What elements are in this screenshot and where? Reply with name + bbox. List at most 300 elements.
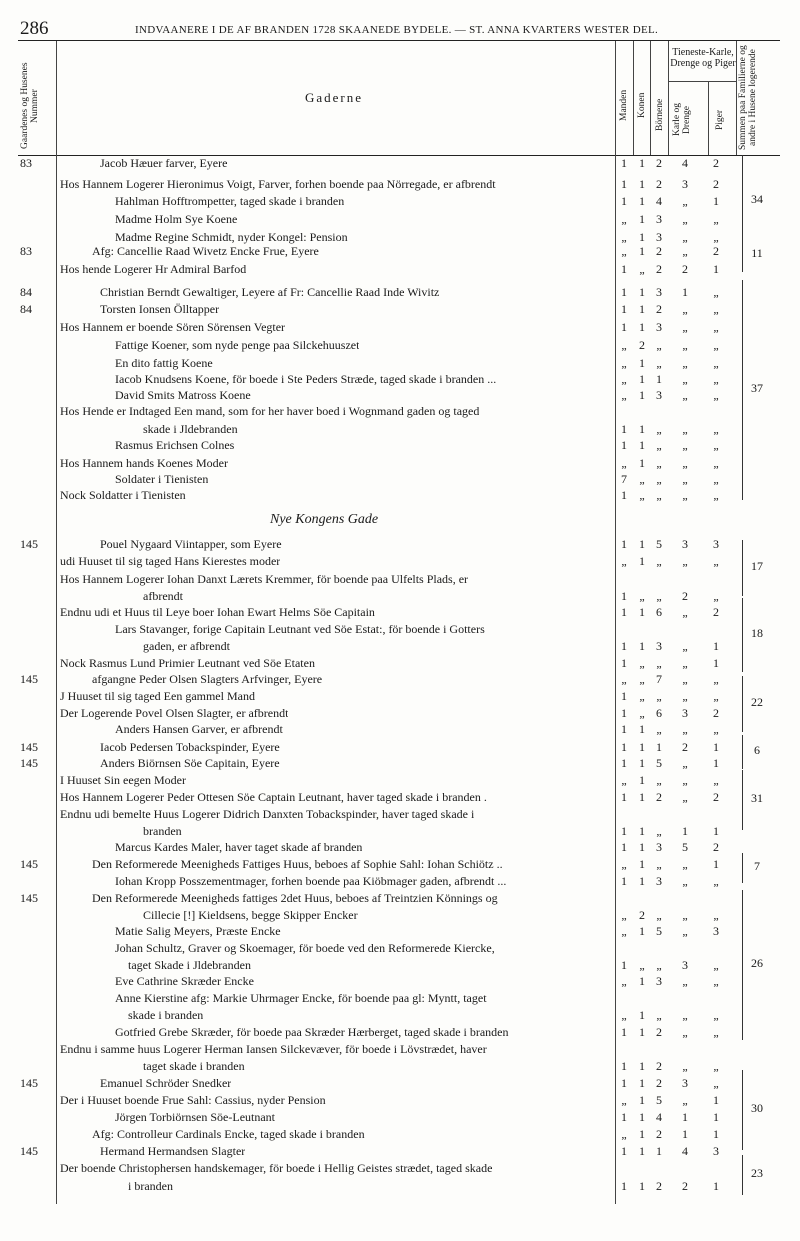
children-count: „	[656, 456, 662, 470]
house-number: 145	[20, 756, 38, 770]
column-rule	[56, 154, 57, 1204]
boys-count: „	[682, 689, 688, 703]
children-count: „	[656, 857, 662, 871]
men-count: 1	[621, 1025, 627, 1039]
house-number: 145	[20, 857, 38, 871]
resident-entry: branden	[143, 824, 182, 838]
boys-count: „	[682, 356, 688, 370]
girls-count: „	[713, 958, 719, 972]
men-count: „	[621, 672, 627, 686]
girls-count: „	[713, 908, 719, 922]
wives-count: 1	[639, 605, 645, 619]
children-count: 5	[656, 924, 662, 938]
girls-count: „	[713, 722, 719, 736]
wives-count: 1	[639, 1144, 645, 1158]
boys-count: „	[682, 656, 688, 670]
group-total: 30	[751, 1101, 763, 1115]
resident-entry: Emanuel Schröder Snedker	[100, 1076, 232, 1090]
children-count: „	[656, 908, 662, 922]
wives-count: 1	[639, 773, 645, 787]
table-row	[0, 1142, 800, 1160]
men-count: 1	[621, 537, 627, 551]
table-row	[0, 283, 800, 301]
group-bracket	[738, 1070, 743, 1150]
group-bracket	[738, 598, 743, 672]
boys-count: „	[682, 554, 688, 568]
children-count: 1	[656, 1144, 662, 1158]
wives-count: 1	[639, 974, 645, 988]
boys-count: „	[682, 422, 688, 436]
table-row	[0, 788, 800, 806]
resident-entry: Endnu udi et Huus til Leye boer Iohan Ewart Helms Söe Capitain	[60, 605, 375, 619]
table-row	[0, 1125, 800, 1143]
wives-count: 1	[639, 639, 645, 653]
table-row	[0, 192, 800, 210]
children-count: 2	[656, 790, 662, 804]
wives-count: 1	[639, 1059, 645, 1073]
boys-count: „	[682, 605, 688, 619]
girls-count: 1	[713, 194, 719, 208]
men-count: „	[621, 244, 627, 258]
boys-count: „	[682, 244, 688, 258]
men-count: „	[621, 212, 627, 226]
resident-entry: Iohan Kropp Posszementmager, forhen boende paa Kiöbmager gaden, afbrendt ...	[115, 874, 507, 888]
wives-count: 1	[639, 177, 645, 191]
men-count: 1	[621, 1144, 627, 1158]
resident-entry: Marcus Kardes Maler, haver taget skade af branden	[115, 840, 363, 854]
resident-entry: Hos Hannem Logerer Iohan Danxt Lærets Kremmer, för boende paa Ulfelts Plads, er	[60, 572, 469, 586]
house-number: 83	[20, 156, 32, 170]
col-wives-header: Konen	[637, 92, 647, 118]
resident-entry: Der boende Christophersen handskemager, för boede i Hellig Geistes strædet, taged skade	[60, 1161, 493, 1175]
resident-entry: i branden	[128, 1179, 173, 1193]
children-count: 2	[656, 244, 662, 258]
boys-count: 1	[682, 1110, 688, 1124]
group-total: 18	[751, 626, 763, 640]
table-row	[0, 687, 800, 705]
running-head: INDVAANERE I DE AF BRANDEN 1728 SKAANEDE BYDELE. — ST. ANNA KVARTERS WESTER DEL.	[135, 24, 659, 36]
table-row	[0, 620, 800, 638]
wives-count: 1	[639, 320, 645, 334]
boys-count: 2	[682, 740, 688, 754]
table-row	[0, 260, 800, 278]
children-count: 6	[656, 706, 662, 720]
resident-entry: Eve Cathrine Skræder Encke	[115, 974, 254, 988]
group-bracket	[738, 238, 743, 272]
resident-entry: Lars Stavanger, forige Capitain Leutnant ved Söe Estat:, för boende i Gotters	[115, 622, 485, 636]
men-count: 1	[621, 840, 627, 854]
boys-count: „	[682, 773, 688, 787]
wives-count: 2	[639, 908, 645, 922]
girls-count: 2	[713, 244, 719, 258]
table-row	[0, 872, 800, 890]
group-bracket	[738, 735, 743, 769]
girls-count: 1	[713, 1127, 719, 1141]
girls-count: 1	[713, 756, 719, 770]
girls-count: 2	[713, 840, 719, 854]
group-bracket	[738, 770, 743, 830]
table-row	[0, 989, 800, 1007]
resident-entry: Torsten Ionsen Ölltapper	[100, 302, 220, 316]
wives-count: „	[639, 689, 645, 703]
col-children-header: Börnene	[655, 98, 665, 132]
resident-entry: Rasmus Erichsen Colnes	[115, 438, 235, 452]
resident-entry: Anne Kierstine afg: Markie Uhrmager Encke, för boende paa gl: Myntt, taget	[115, 991, 487, 1005]
resident-entry: Der i Huuset boende Frue Sahl: Cassius, nyder Pension	[60, 1093, 326, 1107]
children-count: „	[656, 958, 662, 972]
group-bracket	[738, 155, 743, 247]
children-count: 6	[656, 605, 662, 619]
children-count: 5	[656, 1093, 662, 1107]
girls-count: 3	[713, 1144, 719, 1158]
children-count: 3	[656, 639, 662, 653]
girls-count: 2	[713, 156, 719, 170]
men-count: 1	[621, 156, 627, 170]
table-row	[0, 670, 800, 688]
resident-entry: Hahlman Hofftrompetter, taged skade i branden	[115, 194, 345, 208]
table-row	[0, 805, 800, 823]
boys-count: „	[682, 908, 688, 922]
boys-count: 3	[682, 177, 688, 191]
boys-count: „	[682, 230, 688, 244]
girls-count: „	[713, 212, 719, 226]
wives-count: 1	[639, 1008, 645, 1022]
resident-entry: Soldater i Tienisten	[115, 472, 209, 486]
resident-entry: Johan Schultz, Graver og Skoemager, för boede ved den Reformerede Kiercke,	[115, 941, 495, 955]
girls-count: „	[713, 589, 719, 603]
men-count: 1	[621, 874, 627, 888]
girls-count: 2	[713, 605, 719, 619]
girls-count: „	[713, 689, 719, 703]
men-count: 1	[621, 740, 627, 754]
boys-count: „	[682, 1093, 688, 1107]
table-row	[0, 486, 800, 504]
resident-entry: Iacob Knudsens Koene, för boede i Ste Peders Stræde, taged skade i branden ...	[115, 372, 497, 386]
boys-count: 1	[682, 824, 688, 838]
children-count: 2	[656, 1059, 662, 1073]
men-count: 1	[621, 605, 627, 619]
wives-count: „	[639, 958, 645, 972]
boys-count: „	[682, 756, 688, 770]
girls-count: „	[713, 1059, 719, 1073]
children-count: 5	[656, 537, 662, 551]
men-count: „	[621, 1008, 627, 1022]
wives-count: 2	[639, 338, 645, 352]
wives-count: „	[639, 656, 645, 670]
children-count: „	[656, 356, 662, 370]
girls-count: „	[713, 356, 719, 370]
children-count: „	[656, 773, 662, 787]
children-count: 3	[656, 974, 662, 988]
table-row	[0, 922, 800, 940]
boys-count: „	[682, 874, 688, 888]
table-row	[0, 1091, 800, 1109]
girls-count: 3	[713, 537, 719, 551]
wives-count: „	[639, 706, 645, 720]
boys-count: „	[682, 722, 688, 736]
children-count: „	[656, 656, 662, 670]
men-count: „	[621, 1127, 627, 1141]
wives-count: 1	[639, 790, 645, 804]
boys-count: 2	[682, 262, 688, 276]
boys-count: 3	[682, 537, 688, 551]
men-count: „	[621, 773, 627, 787]
table-row	[0, 436, 800, 454]
wives-count: „	[639, 488, 645, 502]
wives-count: 1	[639, 554, 645, 568]
men-count: 1	[621, 422, 627, 436]
children-count: 3	[656, 320, 662, 334]
resident-entry: Hos Hannem hands Koenes Moder	[60, 456, 228, 470]
table-row	[0, 939, 800, 957]
children-count: „	[656, 589, 662, 603]
children-count: „	[656, 554, 662, 568]
girls-count: 2	[713, 177, 719, 191]
children-count: 3	[656, 212, 662, 226]
men-count: „	[621, 338, 627, 352]
men-count: 1	[621, 639, 627, 653]
girls-count: 1	[713, 857, 719, 871]
wives-count: „	[639, 262, 645, 276]
girls-count: „	[713, 302, 719, 316]
table-row	[0, 771, 800, 789]
resident-entry: En dito fattig Koene	[115, 356, 213, 370]
wives-count: 1	[639, 824, 645, 838]
wives-count: 1	[639, 924, 645, 938]
men-count: 1	[621, 320, 627, 334]
children-count: 5	[656, 756, 662, 770]
girls-count: 2	[713, 706, 719, 720]
men-count: 1	[621, 262, 627, 276]
children-count: 2	[656, 1076, 662, 1090]
table-row	[0, 535, 800, 553]
boys-count: 2	[682, 1179, 688, 1193]
children-count: 1	[656, 740, 662, 754]
men-count: 1	[621, 488, 627, 502]
table-row	[0, 210, 800, 228]
girls-count: „	[713, 773, 719, 787]
table-row	[0, 154, 800, 172]
resident-entry: Hos Hende er Indtaged Een mand, som for her haver boed i Wognmand gaden og taged	[60, 404, 480, 418]
resident-entry: Hos Hannem Logerer Peder Ottesen Söe Captain Leutnant, haver taged skade i branden .	[60, 790, 487, 804]
boys-count: „	[682, 212, 688, 226]
wives-count: 1	[639, 212, 645, 226]
group-total: 6	[754, 743, 760, 757]
col-girls-header: Piger	[715, 109, 725, 131]
boys-count: „	[682, 639, 688, 653]
children-count: 2	[656, 177, 662, 191]
boys-count: „	[682, 1008, 688, 1022]
men-count: 1	[621, 302, 627, 316]
resident-entry: afbrendt	[143, 589, 183, 603]
resident-entry: udi Huuset til sig taged Hans Kierestes moder	[60, 554, 281, 568]
boys-count: 4	[682, 156, 688, 170]
wives-count: 1	[639, 194, 645, 208]
resident-entry: Der Logerende Povel Olsen Slagter, er afbrendt	[60, 706, 289, 720]
men-count: „	[621, 908, 627, 922]
boys-count: „	[682, 974, 688, 988]
table-row	[0, 1074, 800, 1092]
men-count: „	[621, 356, 627, 370]
children-count: „	[656, 824, 662, 838]
men-count: 1	[621, 656, 627, 670]
resident-entry: J Huuset til sig taged Een gammel Mand	[60, 689, 255, 703]
children-count: 4	[656, 194, 662, 208]
girls-count: „	[713, 488, 719, 502]
girls-count: „	[713, 438, 719, 452]
table-row	[0, 838, 800, 856]
col-servants-header: Tieneste-Karle, Drenge og Piger	[670, 47, 736, 69]
table-row	[0, 1057, 800, 1075]
resident-entry: Gotfried Grebe Skræder, för boede paa Skræder Hærberget, taged skade i branden	[115, 1025, 509, 1039]
children-count: 2	[656, 302, 662, 316]
men-count: 1	[621, 689, 627, 703]
boys-count: „	[682, 438, 688, 452]
wives-count: 1	[639, 356, 645, 370]
group-total: 11	[751, 246, 763, 260]
men-count: 1	[621, 722, 627, 736]
resident-entry: gaden, er afbrendt	[143, 639, 230, 653]
house-number: 145	[20, 891, 38, 905]
boys-count: „	[682, 1025, 688, 1039]
column-rule	[615, 154, 616, 1204]
resident-entry: David Smits Matross Koene	[115, 388, 251, 402]
girls-count: 1	[713, 656, 719, 670]
children-count: „	[656, 488, 662, 502]
boys-count: 1	[682, 285, 688, 299]
men-count: „	[621, 554, 627, 568]
wives-count: 1	[639, 756, 645, 770]
men-count: „	[621, 230, 627, 244]
men-count: 1	[621, 589, 627, 603]
wives-count: 1	[639, 302, 645, 316]
girls-count: 1	[713, 1093, 719, 1107]
group-bracket	[738, 890, 743, 1040]
resident-entry: Den Reformerede Meenigheds Fattiges Huus, beboes af Sophie Sahl: Iohan Schiötz ..	[92, 857, 503, 871]
resident-entry: Matie Salig Meyers, Præste Encke	[115, 924, 281, 938]
house-number: 145	[20, 672, 38, 686]
resident-entry: Christian Berndt Gewaltiger, Leyere af Fr: Cancellie Raad Inde Wivitz	[100, 285, 440, 299]
house-number: 84	[20, 285, 32, 299]
men-count: 1	[621, 706, 627, 720]
table-row	[0, 552, 800, 570]
girls-count: „	[713, 974, 719, 988]
boys-count: „	[682, 672, 688, 686]
men-count: 1	[621, 285, 627, 299]
resident-entry: Nock Rasmus Lund Primier Leutnant ved Söe Etaten	[60, 656, 315, 670]
girls-count: „	[713, 554, 719, 568]
resident-entry: Cillecie [!] Kieldsens, begge Skipper Encker	[143, 908, 358, 922]
wives-count: 1	[639, 722, 645, 736]
group-total: 37	[751, 381, 763, 395]
boys-count: 2	[682, 589, 688, 603]
wives-count: 1	[639, 230, 645, 244]
wives-count: 1	[639, 285, 645, 299]
boys-count: „	[682, 1059, 688, 1073]
children-count: 2	[656, 1025, 662, 1039]
children-count: „	[656, 1008, 662, 1022]
resident-entry: Madme Holm Sye Koene	[115, 212, 238, 226]
group-bracket	[738, 540, 743, 596]
children-count: 2	[656, 156, 662, 170]
col-men-header: Manden	[619, 89, 629, 121]
girls-count: „	[713, 388, 719, 402]
children-count: 3	[656, 285, 662, 299]
girls-count: „	[713, 320, 719, 334]
children-count: 2	[656, 262, 662, 276]
children-count: „	[656, 472, 662, 486]
boys-count: 5	[682, 840, 688, 854]
group-total: 7	[754, 859, 760, 873]
men-count: „	[621, 372, 627, 386]
children-count: „	[656, 338, 662, 352]
resident-entry: Hermand Hermandsen Slagter	[100, 1144, 246, 1158]
house-number: 145	[20, 1076, 38, 1090]
table-row	[0, 637, 800, 655]
men-count: „	[621, 924, 627, 938]
boys-count: 1	[682, 1127, 688, 1141]
table-row	[0, 1023, 800, 1041]
men-count: „	[621, 974, 627, 988]
men-count: 1	[621, 824, 627, 838]
resident-entry: Endnu i samme huus Logerer Herman Iansen Silckevæver, för boede i Lövstrædet, haver	[60, 1042, 487, 1056]
col-boys-header: Karle og Drenge	[672, 103, 692, 137]
girls-count: 1	[713, 1179, 719, 1193]
boys-count: „	[682, 194, 688, 208]
men-count: „	[621, 456, 627, 470]
wives-count: 1	[639, 1127, 645, 1141]
boys-count: „	[682, 472, 688, 486]
wives-count: 1	[639, 1025, 645, 1039]
group-total: 22	[751, 695, 763, 709]
children-count: 4	[656, 1110, 662, 1124]
col-streets-header: Gaderne	[305, 90, 364, 105]
children-count: „	[656, 438, 662, 452]
men-count: 1	[621, 1059, 627, 1073]
house-number: 145	[20, 740, 38, 754]
children-count: „	[656, 722, 662, 736]
wives-count: 1	[639, 388, 645, 402]
boys-count: „	[682, 320, 688, 334]
men-count: 1	[621, 790, 627, 804]
girls-count: 3	[713, 924, 719, 938]
resident-entry: skade i Jldebranden	[143, 422, 238, 436]
wives-count: „	[639, 472, 645, 486]
table-row	[0, 889, 800, 907]
wives-count: 1	[639, 456, 645, 470]
table-row	[0, 754, 800, 772]
children-count: 1	[656, 372, 662, 386]
group-bracket	[738, 1155, 743, 1195]
wives-count: 1	[639, 422, 645, 436]
col-total-header: Summen paa Familierne og andre i Husene logerende	[738, 45, 758, 151]
house-number: 84	[20, 302, 32, 316]
children-count: 2	[656, 1127, 662, 1141]
children-count: 7	[656, 672, 662, 686]
children-count: „	[656, 422, 662, 436]
resident-entry: Den Reformerede Meenigheds fattiges 2det Huus, beboes af Treintzien Könnings og	[92, 891, 498, 905]
group-total: 17	[751, 559, 763, 573]
table-row	[0, 603, 800, 621]
wives-count: 1	[639, 1093, 645, 1107]
wives-count: 1	[639, 244, 645, 258]
boys-count: „	[682, 302, 688, 316]
children-count: 3	[656, 388, 662, 402]
resident-entry: Afg: Controlleur Cardinals Encke, taged skade i branden	[92, 1127, 365, 1141]
group-bracket	[738, 676, 743, 732]
resident-entry: Hos Hannem Logerer Hieronimus Voigt, Farver, forhen boende paa Nörregade, er afbrendt	[60, 177, 496, 191]
resident-entry: Anders Biörnsen Söe Capitain, Eyere	[100, 756, 280, 770]
